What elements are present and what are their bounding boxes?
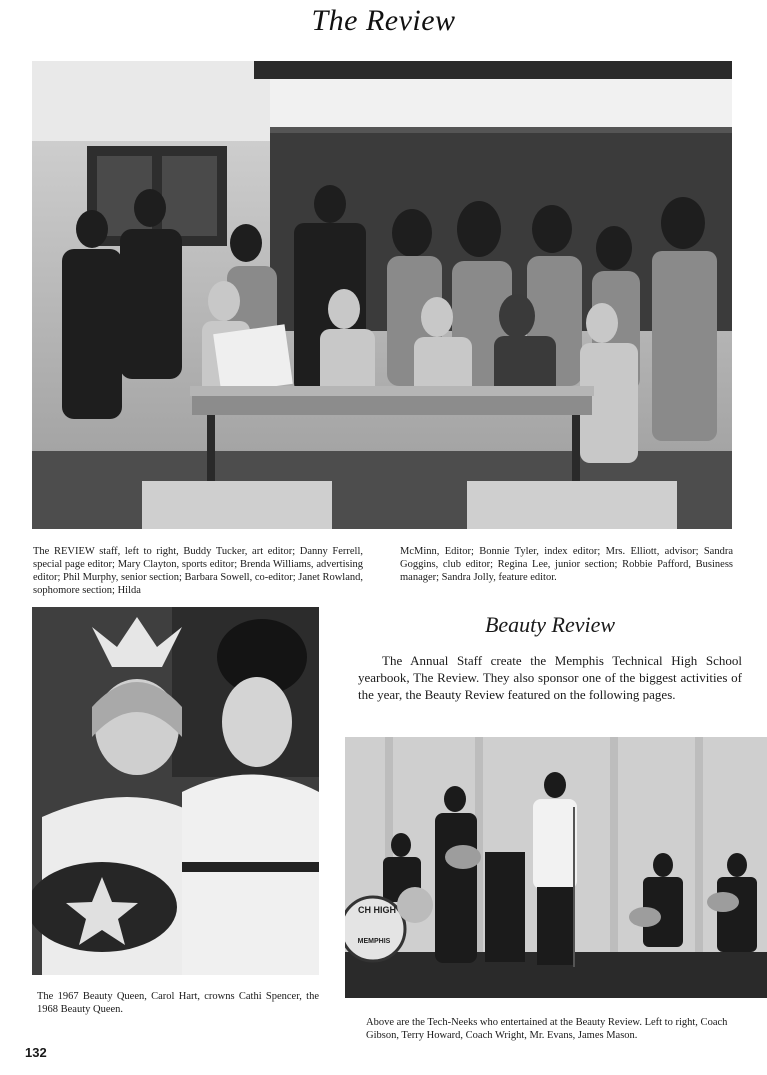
queen-caption: The 1967 Beauty Queen, Carol Hart, crowns Cathi Spencer, the 1968 Beauty Queen. — [37, 991, 319, 1015]
beauty-queen-photo-drawing — [32, 607, 319, 975]
band-photo-drawing — [345, 737, 767, 998]
review-staff-photo — [32, 61, 732, 529]
band-caption: Above are the Tech-Neeks who entertained at the Beauty Review. Left to right, Coach Gibson, Terry Howard, Coach Wright, Mr. Evans, James Mason. — [366, 1017, 728, 1041]
drum-head-text-top: CH HIGH — [358, 905, 396, 915]
drum-head-text-bottom: MEMPHIS — [357, 938, 391, 945]
band-photo — [345, 737, 767, 998]
section-heading: Beauty Review — [484, 612, 616, 637]
beauty-queen-photo — [32, 607, 319, 975]
page-number: 132 — [25, 1045, 47, 1060]
page-title: The Review — [311, 4, 456, 37]
beauty-review-paragraph: The Annual Staff create the Memphis Technical High School yearbook, The Review. They also sponsor one of the biggest activities of the year, the Beauty Review featured on the following pages. — [358, 653, 742, 702]
staff-caption-left: The REVIEW staff, left to right, Buddy Tucker, art editor; Danny Ferrell, special page editor; Mary Clayton, sports editor; Brenda Williams, advertising editor; Phil Murphy, senior section; Barbara Sowell, co-editor; Janet Rowland, sophomore section; Hilda — [33, 546, 364, 596]
review-staff-photo-drawing — [32, 61, 732, 529]
staff-caption-right: McMinn, Editor; Bonnie Tyler, index editor; Mrs. Elliott, advisor; Sandra Goggins, club editor; Regina Lee, junior section; Robbie Pafford, Business manager; Sandra Jolly, feature editor. — [400, 546, 733, 583]
